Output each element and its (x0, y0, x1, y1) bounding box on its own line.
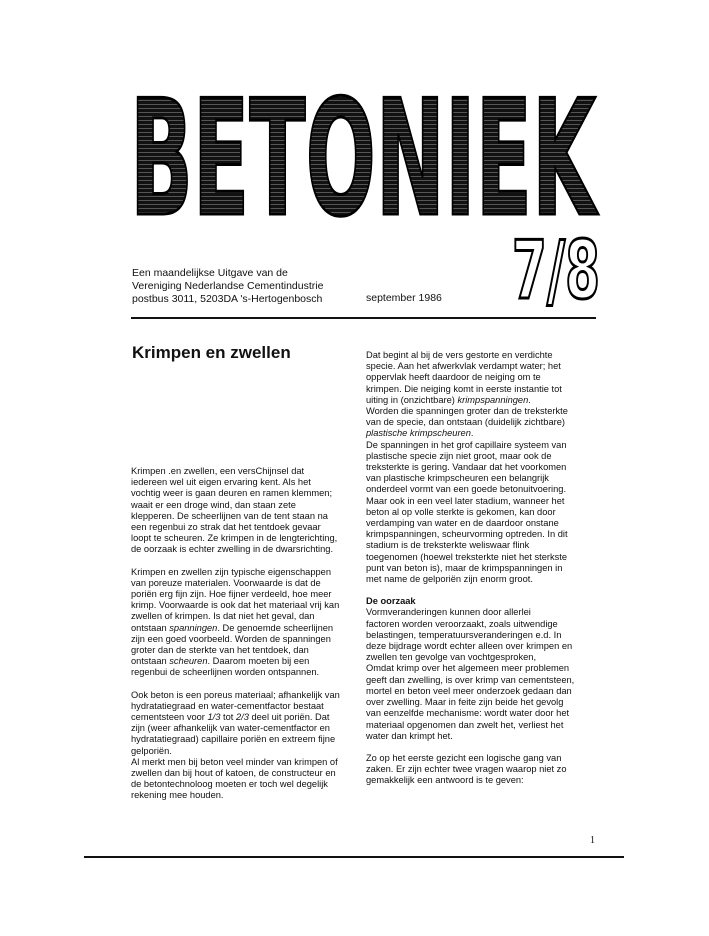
issue-number-text: 7/8 (512, 224, 600, 317)
text-fragment: . (470, 428, 474, 439)
logo-text: BETONIEK (130, 65, 599, 252)
text-line: klepperen. De scheerlijnen van de tent staan na (131, 510, 328, 521)
text-line: krimpen. Die neiging komt in eerste instantie tot (366, 383, 562, 394)
text-line: Worden die spanningen groter dan de treksterkte (366, 406, 568, 417)
article-title: Krimpen en zwellen (132, 343, 291, 362)
text-line: een regenbui zo strak dat het tentdoek gevaar (131, 522, 321, 533)
text-line: Zo op het eerste gezicht een logische gang van (366, 752, 562, 763)
text-fragment: ontstaan (131, 656, 170, 667)
text-line: waait er een droge wind, dan staan zete (131, 499, 296, 510)
text-fragment: uiting in (onzichtbare) (366, 394, 458, 405)
text-line: van de specie, dan ontstaan (duidelijk zichtbare) (366, 417, 565, 428)
publisher-address: postbus 3011, 5203DA 's-Hertogenbosch (132, 293, 323, 305)
text-fragment: tot (220, 712, 236, 723)
text-line: deze bijdrage wordt echter alleen over krimpen en (366, 641, 573, 652)
issue-number (510, 224, 602, 317)
emphasis: spanningen (169, 622, 218, 633)
text-line: krimp. Voorwaarde is ook dat het materiaal vrij kan (131, 600, 340, 611)
text-line: belastingen, temperatuursveranderingen e.d. In (366, 629, 562, 640)
text-fragment: deel uit poriën. Dat (248, 712, 330, 723)
article-column-left (131, 466, 361, 802)
text-line: rekening mee houden. (131, 790, 224, 801)
text-line: zwellen dan bij hout of katoen, de constructeur en (131, 768, 336, 779)
article-column-right (366, 350, 596, 787)
text-line: poriën erg fijn zijn. Hoe fijner verdeeld, hoe meer (131, 589, 332, 600)
text-line: materiaal opgenomen dan zwelt het, verliest het (366, 719, 564, 730)
text-line: van poreuze materialen. Voorwaarde is dat de (131, 577, 321, 588)
text-line: regenbui de scheerlijnen worden ontspannen. (131, 667, 320, 678)
emphasis: plastische krimpscheuren (366, 428, 471, 439)
text-line: oppervlak heeft daardoor de neiging om te (366, 372, 541, 383)
text-line: onderdeel vormt van een goede betonuitvoering. (366, 484, 567, 495)
text-line: Ook beton is een poreus materiaal; afhankelijk van (131, 689, 340, 700)
text-line: zaken. Er zijn echter twee vragen waarop niet zo (366, 764, 567, 775)
paragraph (366, 350, 596, 585)
text-line: vochtig weer is gaan deuren en ramen klemmen; (131, 488, 333, 499)
paragraph (131, 466, 361, 556)
text-line: groter dan de sterkte van het tentdoek, dan (131, 645, 309, 656)
betoniek-logo (128, 65, 599, 252)
text-line: met name de gelporiën zijn enorm groot. (366, 574, 533, 585)
text-line: beton al op volle sterkte is gekomen, kan door (366, 506, 556, 517)
paragraph (131, 567, 361, 679)
text-line: krimpspanningen, scheurvorming optreden. In dit (366, 529, 568, 540)
text-line: Dat begint al bij de vers gestorte en verdichte (366, 350, 553, 360)
publisher-line: Een maandelijkse Uitgave van de (132, 267, 288, 279)
header-divider (131, 317, 596, 319)
text-line: zijn een goed voorbeeld. Worden de spanningen (131, 633, 331, 644)
text-line: Omdat krimp over het algemeen meer problemen (366, 663, 570, 674)
text-line: treksterkte is gering. Vandaar dat het voorkomen (366, 462, 567, 473)
text-fragment: ontstaan (131, 622, 170, 633)
text-line: mortel en beton veel meer onderzoek gedaan dan (366, 685, 572, 696)
text-line: stadium is de treksterkte weliswaar flink (366, 540, 530, 551)
page-number: 1 (590, 835, 595, 846)
text-line: gemakkelijk een antwoord is te geven: (366, 775, 524, 786)
text-line: verdamping van water en de daardoor onstane (366, 518, 559, 529)
text-line: van eenzelfde mechanisme: wordt water door het (366, 708, 570, 719)
paragraph (366, 753, 596, 787)
text-line: Krimpen en zwellen zijn typische eigenschappen (131, 566, 332, 577)
text-fragment: . (528, 394, 531, 405)
text-line: hydratatiegraad) capillaire poriën en extreem fijne (131, 734, 336, 745)
text-line: de oorzaak is echter zwelling in de dwarsrichting. (131, 544, 334, 555)
text-line: punt van beton is), maar de krimpspanningen in (366, 562, 563, 573)
text-line: Maar ook in een veel later stadium, wanneer het (366, 495, 565, 506)
paragraph (131, 690, 361, 802)
text-line: geeft dan zwelling, is over krimp van cementsteen, (366, 674, 575, 685)
section-heading: De oorzaak (366, 596, 416, 607)
text-fragment: . Daarom moeten bij een (207, 656, 310, 667)
text-line: De spanningen in het grof capillaire systeem van (366, 439, 567, 450)
text-line: loopt te scheuren. Ze krimpen in de lengterichting, (131, 533, 338, 544)
text-line: zijn (weer afhankelijk van water-cementfactor en (131, 723, 330, 734)
fraction: 2/3 (235, 712, 249, 723)
text-fragment: . De genoemde scheerlijnen (217, 622, 334, 633)
fraction: 1/3 (207, 712, 221, 723)
publisher-info (132, 267, 372, 306)
text-line: water dan krimpt het. (366, 730, 453, 741)
text-line: gelporiën. (131, 745, 172, 756)
publisher-line: Vereniging Nederlandse Cementindustrie (132, 280, 324, 292)
text-line: Vormveranderingen kunnen door allerlei (366, 607, 531, 618)
text-line: zwellen of krimpen. Is dat niet het geval, dan (131, 611, 315, 622)
text-line: hydratatiegraad en water-cementfactor bestaat (131, 700, 324, 711)
emphasis: scheuren (169, 656, 208, 667)
text-line: Krimpen .en zwellen, een versChijnsel dat (131, 466, 305, 476)
text-line: de betontechnoloog moeten er toch wel degelijk (131, 779, 328, 790)
text-line: specie. Aan het afwerkvlak verdampt water; het (366, 361, 561, 372)
text-line: zwellen ten gevolge van vochtgesproken, (366, 652, 537, 663)
issue-date: september 1986 (366, 292, 442, 304)
text-line: over zwelling. Maar in feite zijn beide het gevolg (366, 697, 564, 708)
emphasis: krimpspanningen (457, 394, 529, 405)
text-line: iedereen wel uit eigen ervaring kent. Als het (131, 477, 311, 488)
text-line: van plastische krimpscheuren een belangrijk (366, 473, 549, 484)
text-fragment: cementsteen voor (131, 712, 208, 723)
paragraph (366, 607, 596, 741)
text-line: Al merkt men bij beton veel minder van krimpen of (131, 756, 338, 767)
text-line: factoren worden veroorzaakt, zoals uitwendige (366, 618, 558, 629)
masthead-logo (128, 65, 599, 252)
footer-divider (84, 856, 624, 858)
text-line: plastische specie zijn niet groot, maar ook de (366, 450, 552, 461)
text-line: toegenomen (hoewel treksterkte niet het sterkste (366, 551, 568, 562)
